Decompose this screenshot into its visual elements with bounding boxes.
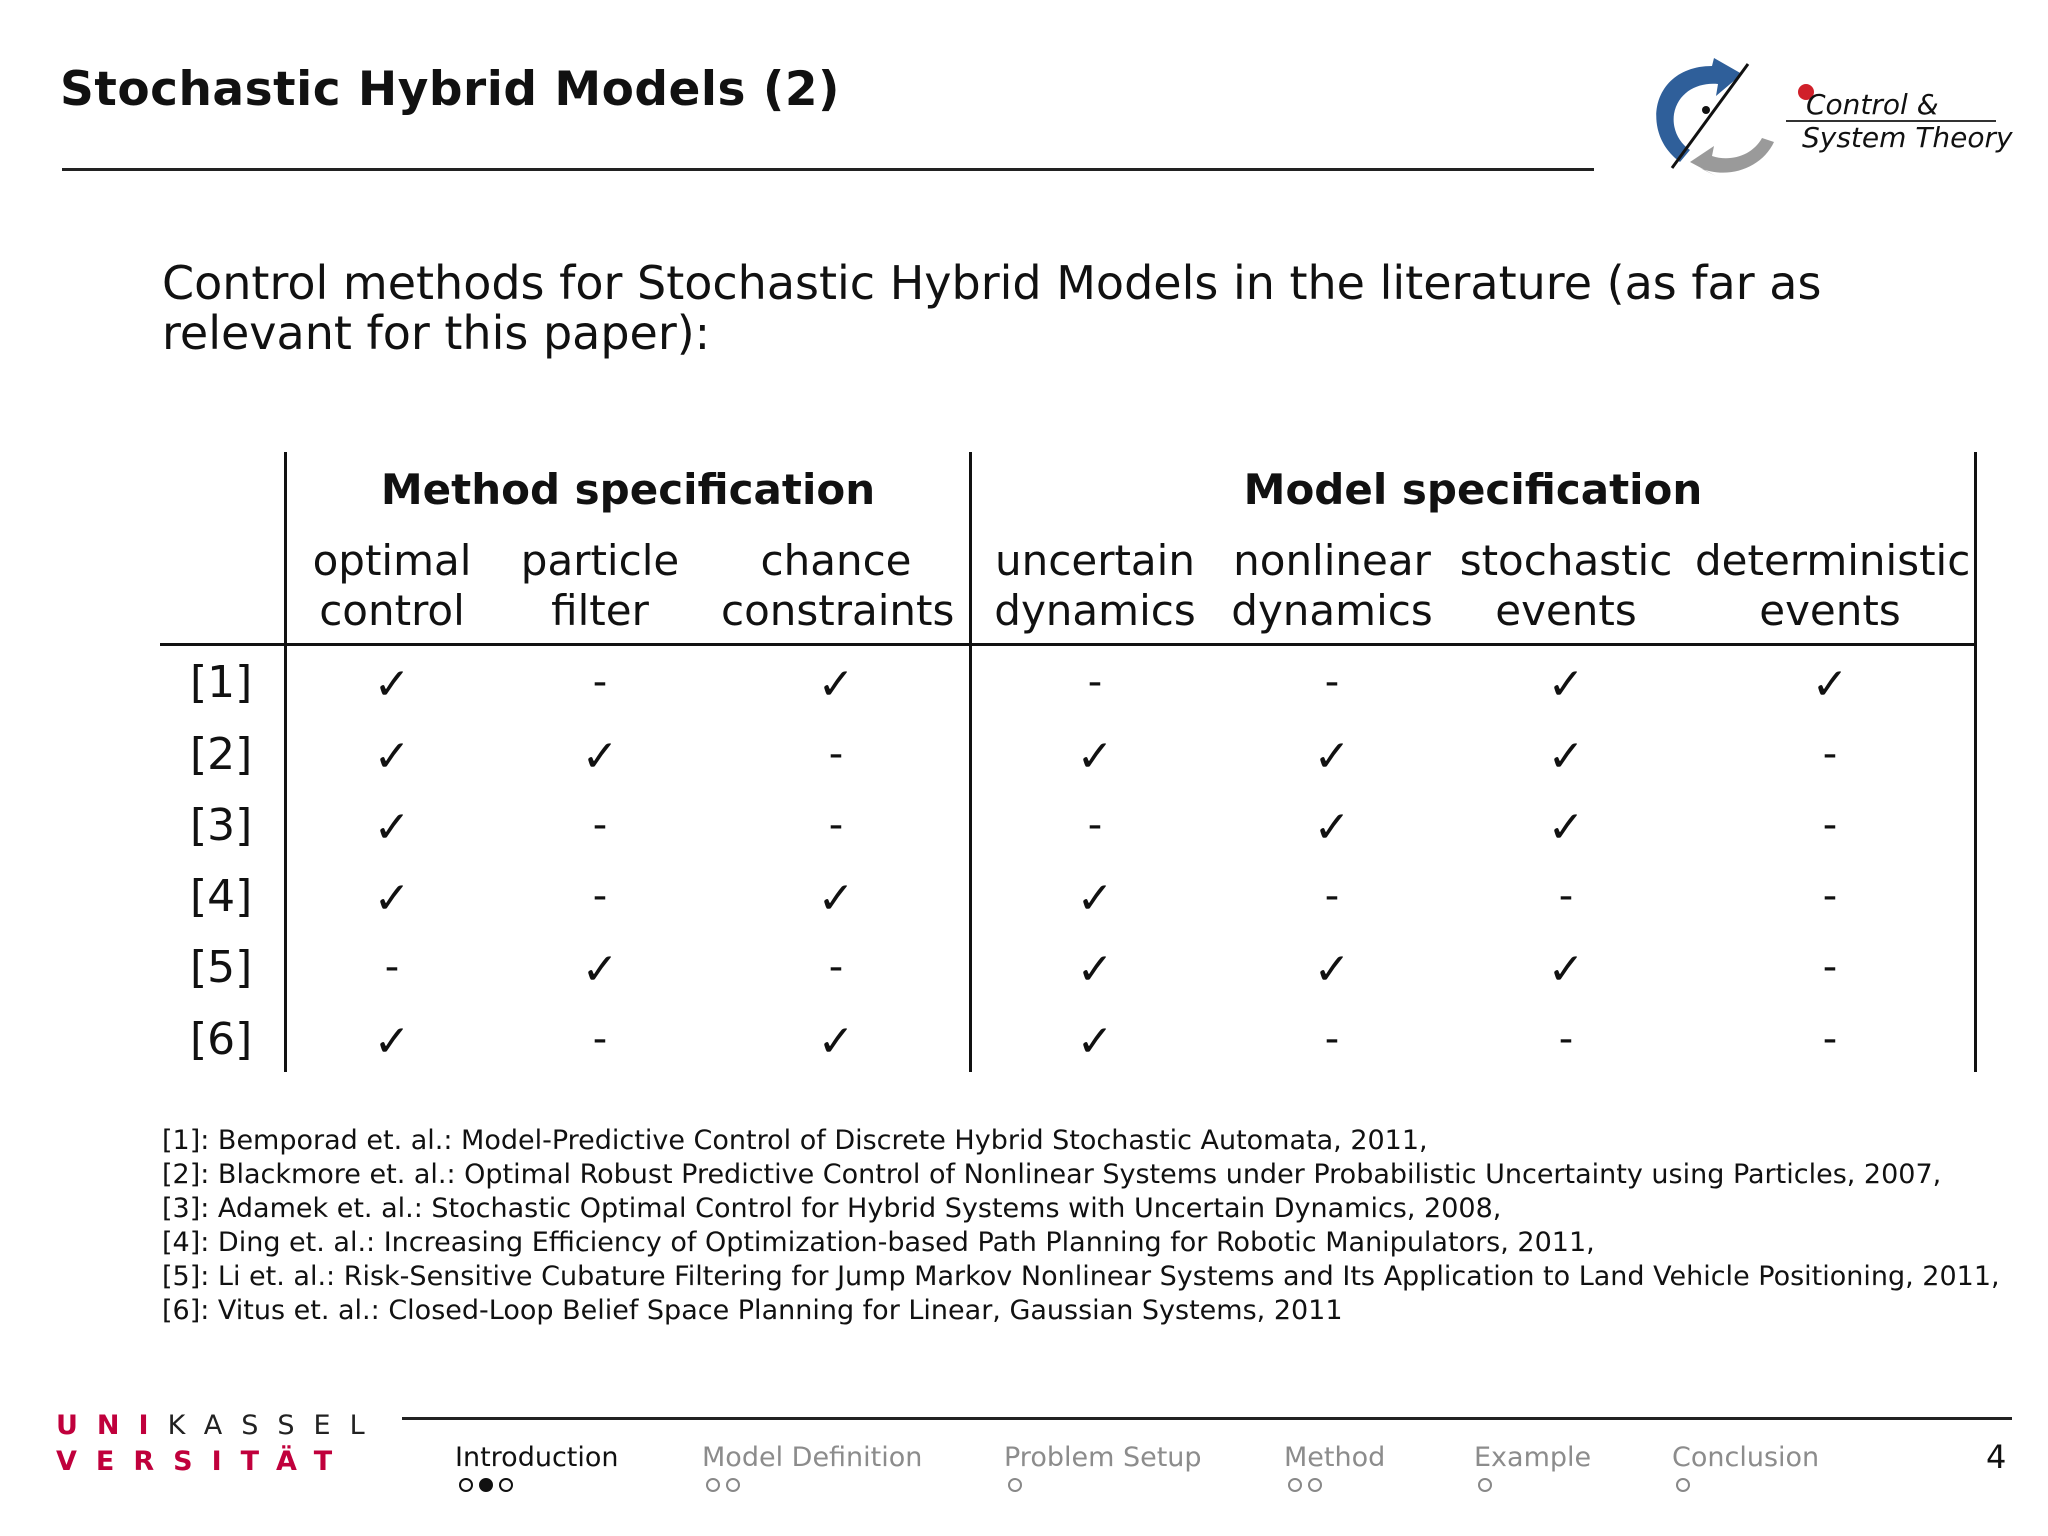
footer-divider xyxy=(402,1417,2012,1420)
dash-cell: - xyxy=(1822,731,1838,777)
dash-cell: - xyxy=(384,944,400,990)
dash-cell: - xyxy=(1324,1016,1340,1062)
brand-uni: UNI xyxy=(56,1410,168,1441)
dash-cell: - xyxy=(1324,873,1340,919)
reference-item: [1]: Bemporad et. al.: Model-Predictive Control of Discrete Hybrid Stochastic Automata, 2011, xyxy=(162,1125,1428,1156)
checkmark-cell: ✓ xyxy=(817,873,855,924)
reference-item: [2]: Blackmore et. al.: Optimal Robust Predictive Control of Nonlinear Systems under Probabilistic Uncertainty using Particles, 2007, xyxy=(162,1159,1942,1190)
dash-cell: - xyxy=(1822,802,1838,848)
logo-text-line1: Control & xyxy=(1806,88,1939,121)
checkmark-cell: ✓ xyxy=(1547,731,1585,782)
checkmark-cell: ✓ xyxy=(817,659,855,710)
table-vertical-rule-middle xyxy=(969,452,972,1072)
reference-item: [4]: Ding et. al.: Increasing Efficiency of Optimization-based Path Planning for Robotic Manipulators, 2011, xyxy=(162,1227,1595,1258)
checkmark-cell: ✓ xyxy=(373,659,411,710)
table-header-rule xyxy=(160,643,1977,646)
dash-cell: - xyxy=(1558,873,1574,919)
column-header xyxy=(292,536,492,636)
row-label: [3] xyxy=(190,800,253,851)
slide-title: Stochastic Hybrid Models (2) xyxy=(60,62,841,117)
row-label: [1] xyxy=(190,657,253,708)
checkmark-cell: ✓ xyxy=(1547,659,1585,710)
checkmark-cell: ✓ xyxy=(1076,873,1114,924)
reference-item: [5]: Li et. al.: Risk-Sensitive Cubature Filtering for Jump Markov Nonlinear Systems and Its Application to Land Vehicle Positioning, 2011, xyxy=(162,1261,2000,1292)
column-header xyxy=(1222,536,1442,636)
reference-item: [6]: Vitus et. al.: Closed-Loop Belief Space Planning for Linear, Gaussian Systems, 2011 xyxy=(162,1295,1343,1326)
nav-slide-dot[interactable] xyxy=(706,1478,720,1492)
nav-slide-dot[interactable] xyxy=(726,1478,740,1492)
brand-kassel: KASSEL xyxy=(167,1410,384,1441)
checkmark-cell: ✓ xyxy=(1313,944,1351,995)
table-vertical-rule-right xyxy=(1974,452,1977,1072)
column-header-line: dynamics xyxy=(1231,586,1433,635)
checkmark-cell: ✓ xyxy=(1547,802,1585,853)
nav-slide-dot[interactable] xyxy=(1308,1478,1322,1492)
intro-text xyxy=(162,258,1862,358)
column-header-line: events xyxy=(1495,586,1637,635)
column-header xyxy=(1695,536,1971,636)
nav-section-model-definition[interactable]: Model Definition xyxy=(702,1442,923,1473)
nav-slide-dot[interactable] xyxy=(459,1478,473,1492)
reference-item: [3]: Adamek et. al.: Stochastic Optimal Control for Hybrid Systems with Uncertain Dynamics, 2008, xyxy=(162,1193,1502,1224)
dash-cell: - xyxy=(1087,659,1103,705)
column-header xyxy=(985,536,1205,636)
checkmark-cell: ✓ xyxy=(1811,659,1849,710)
table-vertical-rule-left xyxy=(284,452,287,1072)
dash-cell: - xyxy=(1558,1016,1574,1062)
nav-slide-dot[interactable] xyxy=(479,1478,493,1492)
row-label: [6] xyxy=(190,1014,253,1065)
checkmark-cell: ✓ xyxy=(1313,802,1351,853)
dash-cell: - xyxy=(592,659,608,705)
nav-slide-dots xyxy=(1676,1478,1690,1492)
column-header-line: dynamics xyxy=(994,586,1196,635)
nav-slide-dots xyxy=(1478,1478,1492,1492)
column-header-line: nonlinear xyxy=(1233,536,1431,585)
dash-cell: - xyxy=(592,1016,608,1062)
references xyxy=(162,1124,2000,1328)
nav-slide-dot[interactable] xyxy=(1008,1478,1022,1492)
column-header xyxy=(510,536,690,636)
university-logo-line1 xyxy=(56,1410,384,1441)
university-logo-line2: VERSITÄT xyxy=(56,1446,352,1477)
column-header-line: uncertain xyxy=(995,536,1195,585)
checkmark-cell: ✓ xyxy=(1076,731,1114,782)
nav-section-problem-setup[interactable]: Problem Setup xyxy=(1004,1442,1202,1473)
dash-cell: - xyxy=(1822,873,1838,919)
checkmark-cell: ✓ xyxy=(581,731,619,782)
checkmark-cell: ✓ xyxy=(1076,1016,1114,1067)
row-label: [2] xyxy=(190,729,253,780)
nav-slide-dot[interactable] xyxy=(499,1478,513,1492)
group-header-model: Model specification xyxy=(1243,465,1703,514)
dash-cell: - xyxy=(828,802,844,848)
checkmark-cell: ✓ xyxy=(373,873,411,924)
page-number: 4 xyxy=(1986,1438,2007,1476)
checkmark-cell: ✓ xyxy=(1076,944,1114,995)
dash-cell: - xyxy=(1087,802,1103,848)
logo-text-line2: System Theory xyxy=(1802,121,2013,154)
nav-section-method[interactable]: Method xyxy=(1284,1442,1386,1473)
intro-line-2: relevant for this paper): xyxy=(162,306,711,360)
nav-slide-dots xyxy=(459,1478,513,1492)
group-header-method: Method specification xyxy=(380,465,876,514)
dash-cell: - xyxy=(1822,944,1838,990)
nav-slide-dot[interactable] xyxy=(1478,1478,1492,1492)
column-header-line: deterministic xyxy=(1695,536,1971,585)
title-divider xyxy=(62,168,1594,171)
column-header-line: chance xyxy=(760,536,912,585)
column-header-line: filter xyxy=(551,586,649,635)
dash-cell: - xyxy=(592,873,608,919)
checkmark-cell: ✓ xyxy=(373,731,411,782)
nav-slide-dots xyxy=(1288,1478,1322,1492)
nav-slide-dot[interactable] xyxy=(1676,1478,1690,1492)
dash-cell: - xyxy=(1822,1016,1838,1062)
checkmark-cell: ✓ xyxy=(373,1016,411,1067)
column-header-line: stochastic xyxy=(1459,536,1673,585)
dash-cell: - xyxy=(828,944,844,990)
nav-slide-dot[interactable] xyxy=(1288,1478,1302,1492)
intro-line-1: Control methods for Stochastic Hybrid Models in the literature (as far as xyxy=(162,256,1822,310)
dash-cell: - xyxy=(592,802,608,848)
column-header-line: constraints xyxy=(721,586,955,635)
checkmark-cell: ✓ xyxy=(817,1016,855,1067)
nav-section-conclusion[interactable]: Conclusion xyxy=(1672,1442,1820,1473)
dash-cell: - xyxy=(828,731,844,777)
nav-slide-dots xyxy=(1008,1478,1022,1492)
nav-section-example[interactable]: Example xyxy=(1474,1442,1592,1473)
column-header-line: optimal xyxy=(312,536,472,585)
column-header-line: particle xyxy=(520,536,680,585)
checkmark-cell: ✓ xyxy=(1547,944,1585,995)
column-header-line: events xyxy=(1759,586,1901,635)
nav-slide-dots xyxy=(706,1478,740,1492)
checkmark-cell: ✓ xyxy=(581,944,619,995)
row-label: [4] xyxy=(190,871,253,922)
column-header-line: control xyxy=(319,586,465,635)
checkmark-cell: ✓ xyxy=(1313,731,1351,782)
dash-cell: - xyxy=(1324,659,1340,705)
column-header xyxy=(1456,536,1676,636)
row-label: [5] xyxy=(190,942,253,993)
checkmark-cell: ✓ xyxy=(373,802,411,853)
column-header xyxy=(721,536,955,636)
nav-section-introduction[interactable]: Introduction xyxy=(455,1442,619,1473)
